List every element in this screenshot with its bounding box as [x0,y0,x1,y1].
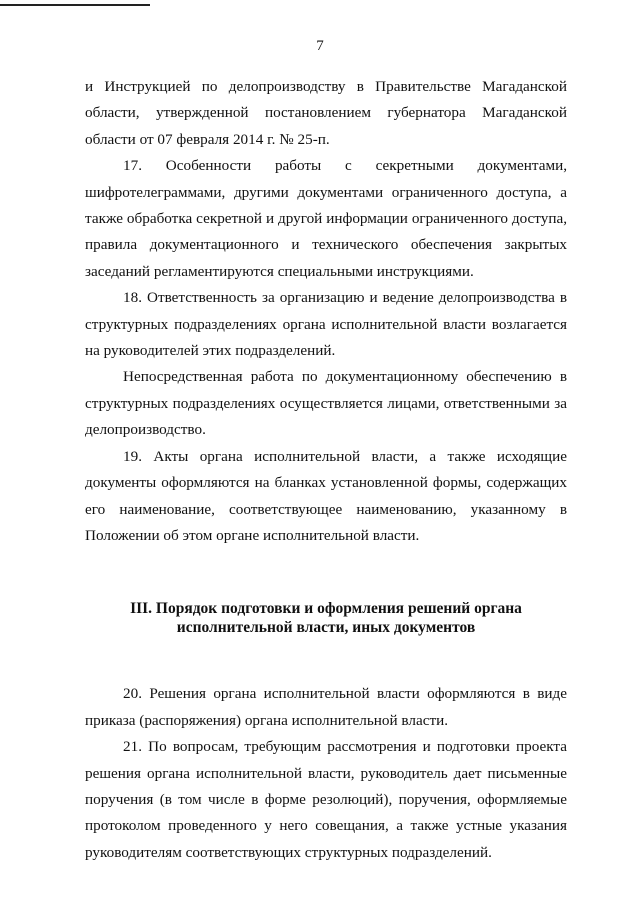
paragraph-instruction-reference: и Инструкцией по делопроизводству в Правительстве Магаданской области, утвержденной постановлением губернатора Магаданской области от 07 февраля 2014 г. № 25-п. [85,78,567,148]
paragraph-19: 19. Акты органа исполнительной власти, а также исходящие документы оформляются на бланках установленной формы, содержащих его наименование, соответствующее наименованию, указанному в Положении об этом органе исполнительной власти. [85,447,567,544]
paragraph-21: 21. По вопросам, требующим рассмотрения и подготовки проекта решения органа исполнительной власти, руководитель дает письменные поручения (в том числе в форме резолюций), поручения, оформляемые протоколом проведенного у него совещания, а также устные указания руководителям соответствующих структурных подразделений. [85,738,567,861]
section-heading-line-1: III. Порядок подготовки и оформления решений органа [130,600,522,618]
document-body [85,74,567,866]
paragraph-17: 17. Особенности работы с секретными документами, шифротелеграммами, другими документами ограниченного доступа, а также обработка секретной и другой информации ограниченного доступа, правила документационного и технического обеспечения закрытых заседаний регламентируются специальными инструкциями. [85,157,567,280]
top-rule [0,4,150,6]
paragraph-18: 18. Ответственность за организацию и ведение делопроизводства в структурных подразделениях органа исполнительной власти возлагается на руководителей этих подразделений. [85,289,567,360]
page-number: 7 [316,38,324,54]
section-heading-line-2: исполнительной власти, иных документов [176,619,476,637]
paragraph-18-continuation: Непосредственная работа по документационному обеспечению в структурных подразделениях осуществляется лицами, ответственными за делопроизводство. [85,368,567,439]
paragraph-20: 20. Решения органа исполнительной власти оформляются в виде приказа (распоряжения) органа исполнительной власти. [85,685,567,729]
section-heading [85,599,567,637]
